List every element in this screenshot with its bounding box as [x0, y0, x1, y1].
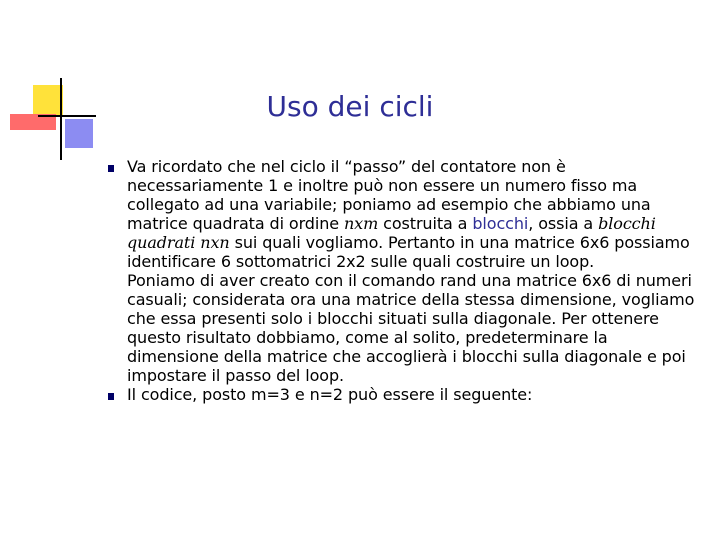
logo-horizontal-line — [38, 115, 96, 117]
text-segment: Poniamo di aver creato con il comando rand una matrice 6x6 di numeri casuali; considerata ora una matrice della stessa dimensione, vogliamo che essa presenti solo i blocchi situati sulla diagonale. Per ottenere questo risultato dobbiamo, come al solito, predeterminare la dimensione della matrice che accoglierà i blocchi sulla diagonale e poi impostare il passo del loop. — [127, 271, 695, 385]
italic-term: blocchi quadrati nxn — [127, 214, 656, 252]
text-segment: sui quali vogliamo. Pertanto in una matrice 6x6 possiamo identificare 6 sottomatrici 2x2 sulle quali costruire un loop. — [127, 233, 690, 271]
italic-term: nxm — [343, 214, 379, 233]
keyword-term: blocchi — [472, 214, 529, 233]
bullet-list — [108, 157, 703, 404]
square-bullet-icon — [108, 393, 114, 400]
square-bullet-icon — [108, 165, 114, 172]
text-segment: costruita a — [378, 214, 473, 233]
bullet-item — [108, 157, 703, 385]
text-segment: Va ricordato che nel ciclo il “passo” del contatore non è necessariamente 1 e inoltre può non essere un numero fisso ma collegato ad una variabile; poniamo ad esempio che abbiamo una matrice quadrata di ordine — [127, 157, 651, 233]
logo-blue-square — [65, 119, 93, 148]
text-segment: , ossia a — [528, 214, 599, 233]
bullet-text — [127, 157, 694, 385]
bullet-item — [108, 385, 703, 404]
logo-vertical-line — [60, 78, 62, 160]
slide-title: Uso dei cicli — [266, 90, 434, 123]
logo-yellow-square — [33, 85, 63, 115]
bullet-text: Il codice, posto m=3 e n=2 può essere il seguente: — [127, 385, 533, 404]
